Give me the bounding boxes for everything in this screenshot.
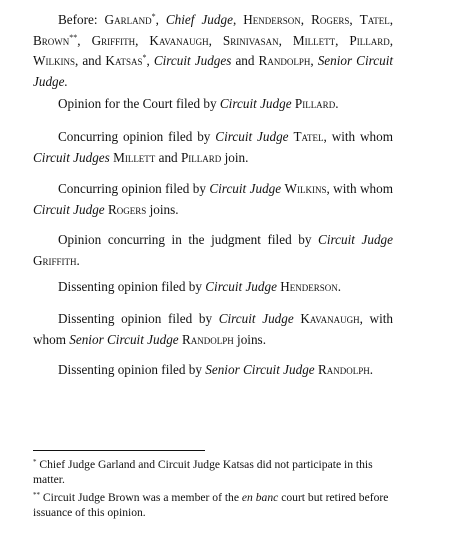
- footnote-text: Circuit Judge Brown was a member of the: [42, 491, 239, 504]
- judge-title: Circuit Judge: [215, 129, 289, 144]
- line-suffix: .: [76, 252, 80, 268]
- line-mid: , with whom: [33, 311, 393, 347]
- senior-judge-title: Senior Circuit Judge.: [33, 53, 394, 89]
- dissent-randolph-line: [33, 360, 393, 381]
- judge-title: Senior Circuit Judge: [69, 331, 179, 347]
- judge-name: Rogers: [107, 201, 147, 217]
- chief-judge-title: Chief Judge: [165, 12, 233, 27]
- line-prefix: Dissenting opinion filed by: [58, 311, 213, 326]
- judge-name: Tatel: [293, 129, 324, 144]
- judge-randolph: Randolph: [258, 53, 311, 68]
- judge-name: Pillard: [294, 96, 336, 111]
- line-suffix: .: [369, 362, 374, 377]
- line-suffix: join.: [224, 149, 249, 165]
- judge-name: Griffith: [33, 252, 77, 268]
- judge-title: Senior Circuit Judge: [205, 362, 315, 377]
- line-mid: , with whom: [323, 129, 393, 144]
- judge-henderson: Henderson: [243, 12, 301, 27]
- judge-rogers: Rogers: [311, 12, 350, 27]
- judge-brown: Brown: [33, 32, 70, 48]
- footnote-mark: **: [33, 491, 40, 499]
- concurring-griffith-line: [33, 230, 393, 271]
- line-prefix: Concurring opinion filed by: [58, 181, 206, 196]
- judge-wilkins: Wilkins: [33, 53, 75, 68]
- majority-opinion-line: [33, 94, 393, 115]
- judge-name: Randolph: [181, 331, 234, 347]
- line-prefix: Opinion for the Court filed by: [58, 96, 217, 111]
- line-suffix: joins.: [237, 331, 266, 347]
- conjunction: and: [158, 149, 178, 165]
- judge-kavanaugh: Kavanaugh: [149, 32, 209, 48]
- line-suffix: joins.: [149, 201, 179, 217]
- footnote-2: [33, 490, 393, 521]
- footnote-text: court but retired before issuance of this opinion.: [33, 491, 389, 520]
- line-suffix: .: [335, 96, 339, 111]
- footnote-mark: *: [151, 12, 156, 21]
- judge-title: Circuit Judge: [33, 201, 105, 217]
- footnote-mark: **: [69, 32, 78, 42]
- footnote-divider: [33, 450, 205, 451]
- line-mid: , with whom: [326, 181, 394, 196]
- judge-title: Circuit Judge: [218, 311, 294, 326]
- footnote-1: [33, 457, 393, 488]
- before-label: Before:: [58, 12, 98, 27]
- circuit-judges-title: Circuit Judges: [153, 53, 232, 68]
- panel-paragraph: Before: Garland*, Chief Judge, Henderson, Rogers, Tatel, Brown**, Griffith, Kavanaugh, Srinivasan, Millett, Pillard, Wilkins, and Katsas*, Circuit Judges and Randolph, Senior Circuit Judge.: [33, 12, 394, 89]
- judge-millett: Millett: [292, 32, 336, 48]
- judge-name: Millett: [113, 149, 156, 165]
- judge-title: Circuit Judge: [205, 279, 277, 294]
- judge-name: Randolph: [317, 362, 370, 377]
- line-prefix: Opinion concurring in the judgment filed by: [58, 232, 312, 247]
- line-prefix: Dissenting opinion filed by: [58, 362, 202, 377]
- line-suffix: .: [337, 279, 342, 294]
- dissent-henderson-line: [33, 277, 393, 298]
- judge-name: Pillard: [180, 149, 222, 165]
- footnote-mark: *: [142, 53, 147, 62]
- judge-garland: Garland: [104, 12, 152, 27]
- judge-srinivasan: Srinivasan: [222, 32, 279, 48]
- judge-name: Wilkins: [284, 181, 327, 196]
- judge-title: Circuit Judge: [219, 96, 292, 111]
- footnote-text: Chief Judge Garland and Circuit Judge Katsas did not participate in this matter.: [33, 458, 373, 487]
- dissent-kavanaugh-line: [33, 309, 393, 350]
- line-prefix: Dissenting opinion filed by: [58, 279, 202, 294]
- line-prefix: Concurring opinion filed by: [58, 129, 211, 144]
- conjunction: and: [82, 53, 102, 68]
- judge-name: Kavanaugh: [300, 311, 360, 326]
- judge-griffith: Griffith: [91, 32, 136, 48]
- concurring-wilkins-line: [33, 179, 393, 220]
- footnote-mark: *: [33, 458, 37, 466]
- judge-name: Henderson: [280, 279, 338, 294]
- judge-katsas: Katsas: [105, 53, 143, 68]
- judge-title: Circuit Judge: [209, 181, 282, 196]
- footnote-italic: en banc: [241, 491, 279, 504]
- judge-title: Circuit Judge: [318, 232, 393, 247]
- concurring-tatel-line: [33, 127, 393, 168]
- judge-title: Circuit Judges: [33, 149, 110, 165]
- judge-tatel: Tatel: [359, 12, 390, 27]
- judge-pillard: Pillard: [349, 32, 390, 48]
